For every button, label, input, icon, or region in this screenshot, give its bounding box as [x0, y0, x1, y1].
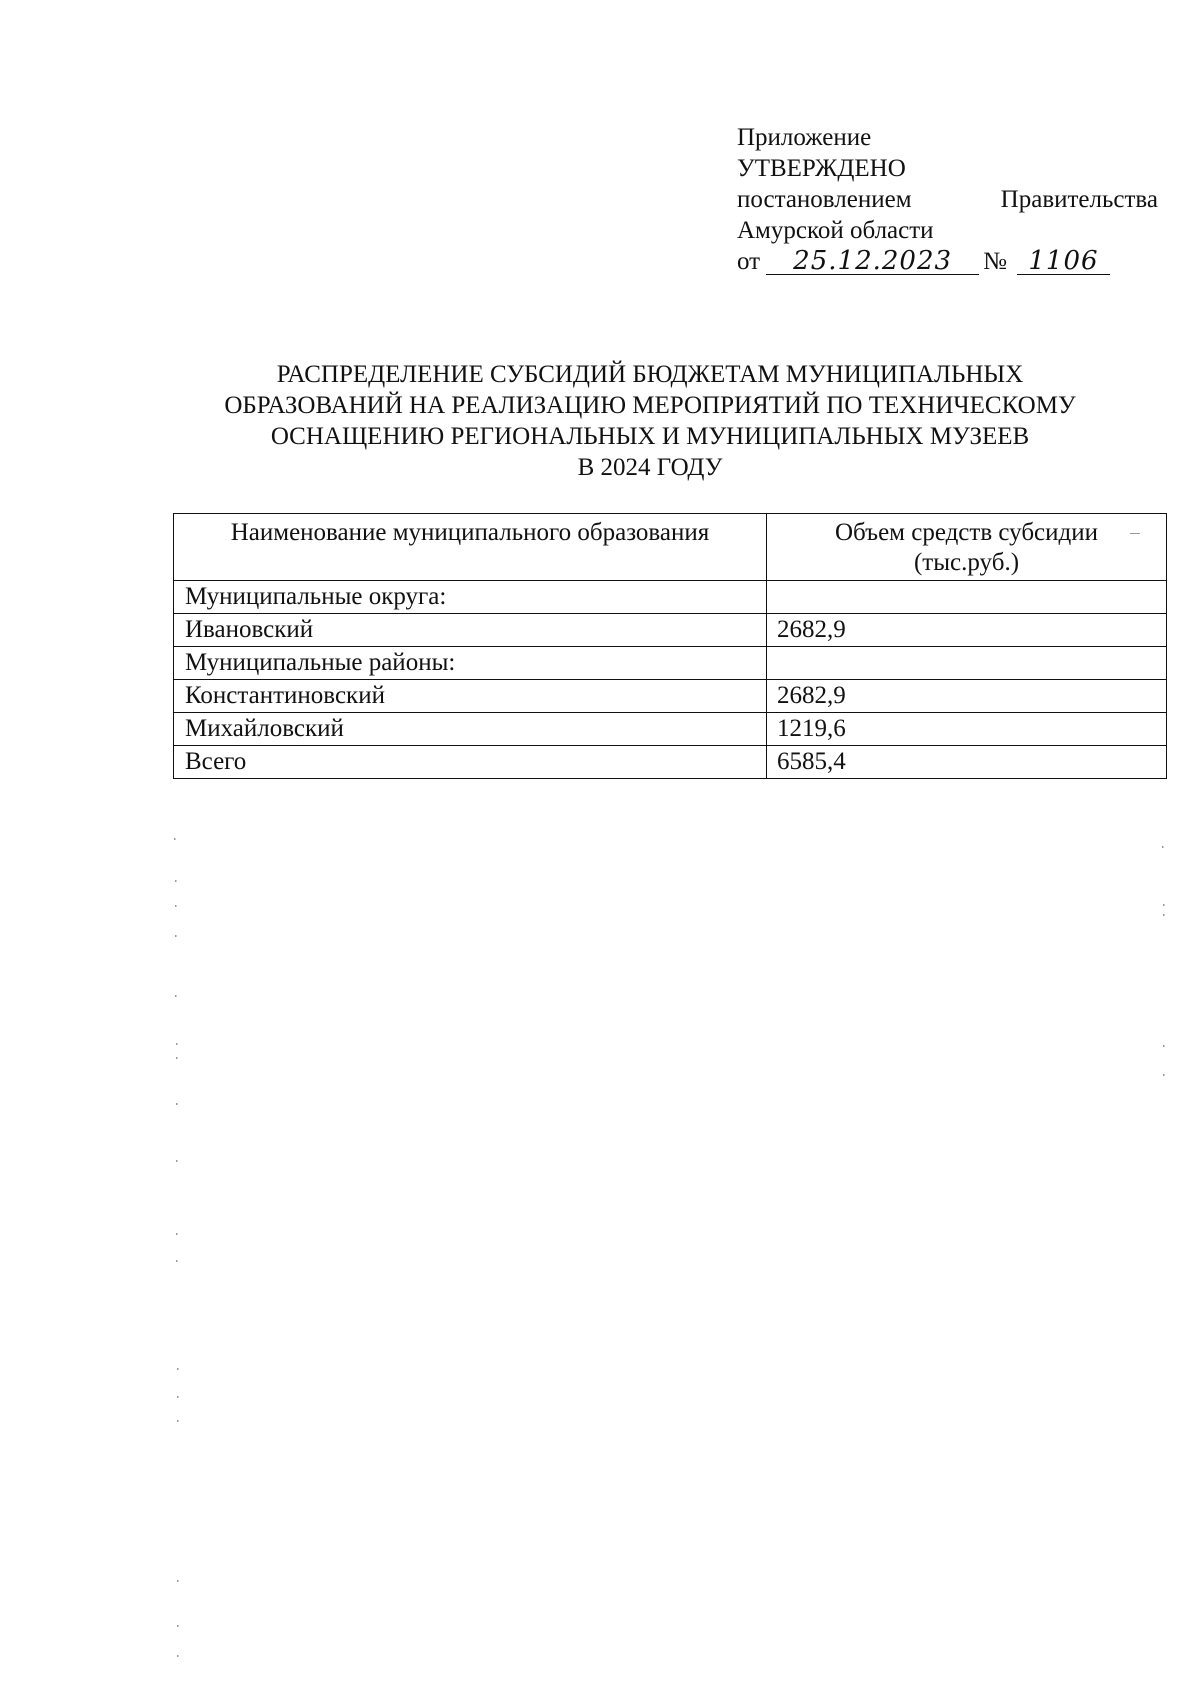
row-name: Ивановский — [174, 614, 767, 647]
header-amount-line-1: Объем средств субсидии — [834, 519, 1098, 546]
table-header-row — [174, 514, 1167, 581]
row-amount: 2682,9 — [767, 680, 1167, 713]
title-line-1: РАСПРЕДЕЛЕНИЕ СУБСИДИЙ БЮДЖЕТАМ МУНИЦИПАЛЬНЫХ — [276, 361, 1024, 388]
date-prefix: от — [737, 248, 761, 275]
title-line-3: ОСНАЩЕНИЮ РЕГИОНАЛЬНЫХ И МУНИЦИПАЛЬНЫХ МУЗЕЕВ — [270, 423, 1030, 450]
approval-government-word: Правительства — [1000, 186, 1158, 213]
approval-region-label: Амурской области — [737, 217, 934, 244]
subsidy-table — [173, 513, 1167, 779]
row-amount: 1219,6 — [767, 713, 1167, 746]
row-name: Михайловский — [174, 713, 767, 746]
approval-block — [737, 122, 1167, 277]
row-amount — [767, 647, 1167, 680]
row-amount: 6585,4 — [767, 746, 1167, 779]
table-row — [174, 647, 1167, 680]
header-municipality: Наименование муниципального образования — [174, 514, 767, 581]
table-row — [174, 746, 1167, 779]
approval-appendix-label: Приложение — [737, 124, 872, 151]
title-line-2: ОБРАЗОВАНИЙ НА РЕАЛИЗАЦИЮ МЕРОПРИЯТИЙ ПО ТЕХНИЧЕСКОМУ — [224, 392, 1076, 419]
row-name: Константиновский — [174, 680, 767, 713]
approval-approved-label: УТВЕРЖДЕНО — [737, 155, 906, 182]
header-amount — [767, 514, 1167, 581]
header-amount-line-2: (тыс.руб.) — [913, 549, 1020, 576]
handwritten-date: 25.12.2023 — [766, 248, 979, 275]
row-name: Всего — [174, 746, 767, 779]
table-row — [174, 614, 1167, 647]
row-name: Муниципальные районы: — [174, 647, 767, 680]
title-line-4: В 2024 ГОДУ — [577, 454, 723, 481]
number-sign: № — [983, 248, 1007, 275]
table-row — [174, 680, 1167, 713]
approval-date-number-line — [737, 246, 1167, 277]
row-amount: 2682,9 — [767, 614, 1167, 647]
row-amount — [767, 581, 1167, 614]
table-row — [174, 713, 1167, 746]
approval-resolution-line — [737, 184, 1158, 215]
approval-resolution-word: постановлением — [737, 186, 912, 213]
table-row — [174, 581, 1167, 614]
row-name: Муниципальные округа: — [174, 581, 767, 614]
handwritten-number: 1106 — [1017, 248, 1110, 275]
document-title — [150, 359, 1150, 483]
